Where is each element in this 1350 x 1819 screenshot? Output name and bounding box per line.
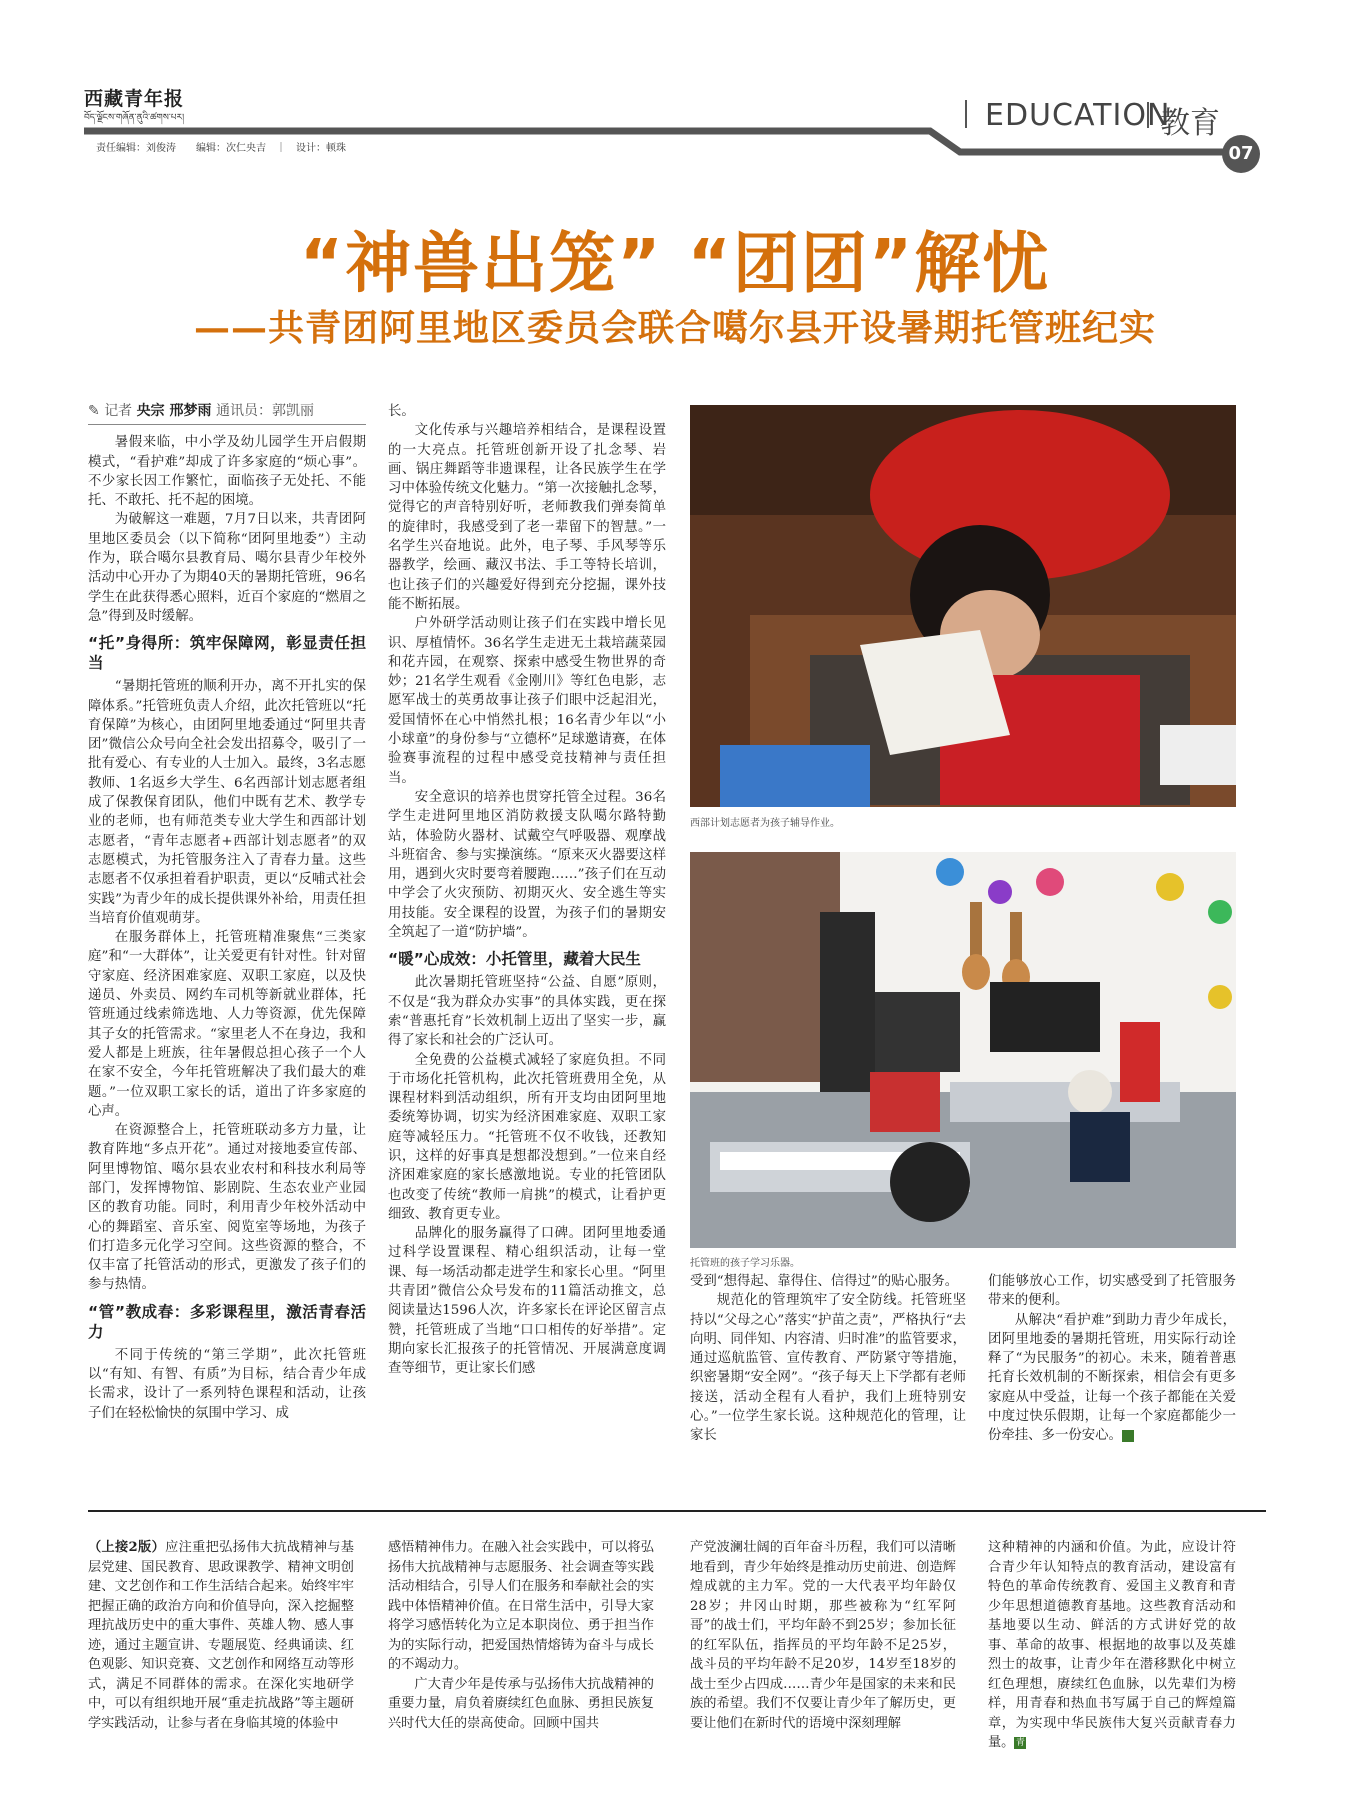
paragraph: 感悟精神伟力。在融入社会实践中，可以将弘扬伟大抗战精神与志愿服务、社会调查等实践活动相结合，引导人们在服务和奉献社会的实践中体悟精神价值。在日常生活中，引导大家将学习感悟转化为立足本职岗位、勇于担当作为的实际行动，把爱国热情熔铸为奋斗与成长的不竭动力。 (388, 1540, 654, 1672)
paragraph: 暑假来临，中小学及幼儿园学生开启假期模式，“看护难”却成了许多家庭的“烦心事”。不少家长因工作繁忙，面临孩子无处托、不能托、不敢托、托不起的困境。 (88, 435, 366, 509)
photo-instruments-illustration (690, 852, 1236, 1248)
section-heading: “托”身得所：筑牢保障网，彰显责任担当 (88, 634, 366, 673)
paragraph: 在资源整合上，托管班联动多方力量，让教育阵地“多点开花”。通过对接地委宣传部、阿里博物馆、噶尔县农业农村和科技水利局等部门，发挥博物馆、影剧院、生态农业产业园区的教育功能。同时，利用青少年校外活动中心的舞蹈室、音乐室、阅览室等场地，为孩子们打造多元化学习空间。这些资源的整合，不仅丰富了托管活动的形式，更激发了孩子们的参与热情。 (88, 1123, 366, 1293)
article-column-1 (88, 402, 366, 1423)
article-column-3 (690, 1272, 966, 1446)
paragraph-text: 从解决“看护难”到助力青少年成长，团阿里地委的暑期托管班，用实际行动诠释了“为民服务”的初心。未来，随着普惠托育长效机制的不断探索，相信会有更多家庭从中受益，让每一个孩子都能在关爱中度过快乐假期，让每一个家庭都能少一份牵挂、多一份安心。 (988, 1312, 1236, 1444)
continuation-column-2 (388, 1538, 654, 1733)
sub-headline: ——共青团阿里地区委员会联合噶尔县开设暑期托管班纪实 (193, 307, 1156, 349)
editor-credits: 责任编辑：刘俊涛 编辑：次仁央吉 ｜ 设计：顿珠 (96, 143, 346, 154)
paragraph: 长。 (388, 404, 415, 419)
paragraph (88, 1538, 354, 1733)
photo-caption: 西部计划志愿者为孩子辅导作业。 (690, 818, 840, 829)
masthead-name: 西藏青年报 (84, 88, 185, 110)
photo-caption: 托管班的孩子学习乐器。 (690, 1258, 800, 1269)
byline-correspondent: 郭凯丽 (271, 403, 314, 419)
main-headline: “神兽出笼” “团团”解忧 (299, 225, 1051, 302)
paragraph: 全免费的公益模式减轻了家庭负担。不同于市场化托管机构，此次托管班费用全免，从课程材料到活动组织，所有开支均由团阿里地委统筹协调，切实为经济困难家庭、双职工家庭等减轻压力。“托管班不仅不收钱，还教知识，这样的好事真是想都没想到。”一位来自经济困难家庭的家长感激地说。专业的托管团队也改变了传统“教师一肩挑”的模式，让看护更细致、教育更专业。 (388, 1052, 666, 1222)
end-mark-icon: 青 (1122, 1430, 1134, 1442)
continuation-column-4 (988, 1538, 1236, 1753)
paragraph: 在服务群体上，托管班精准聚焦“三类家庭”和“一大群体”，让关爱更有针对性。针对留守家庭、经济困难家庭、双职工家庭，以及快递员、外卖员、网约车司机等新就业群体，托管班通过线索筛选地、人力等资源，优先保障其子女的托管需求。“家里老人不在身边，我和爱人都是上班族，往年暑假总担心孩子一个人在家不安全，今年托管班解决了我们最大的难题。”一位双职工家长的话，道出了许多家庭的心声。 (88, 930, 366, 1119)
section-divider (88, 1510, 1266, 1512)
paragraph: 受到“想得起、靠得住、信得过”的贴心服务。 (690, 1274, 959, 1289)
article-column-4 (988, 1272, 1236, 1446)
byline-corr-label: 通讯员： (215, 403, 272, 419)
continuation-column-3 (690, 1538, 956, 1733)
page-number: 07 (1222, 135, 1260, 173)
paragraph: “暑期托管班的顺利开办，离不开扎实的保障体系。”托管班负责人介绍，此次托管班以“托育保障”为核心，由团阿里地委通过“阿里共青团”微信公众号向全社会发出招募令，吸引了一批有爱心、有专业的人士加入。最终，3名志愿教师、1名返乡大学生、6名西部计划志愿者组成了保教保育团队，他们中既有艺术、教学专业的老师，也有师范类专业大学生和西部计划志愿者，“青年志愿者+西部计划志愿者”的双志愿模式，为托管服务注入了青春力量。这些志愿者不仅承担着看护职责，更以“反哺式社会实践”为青少年的成长提供课外补给，用责任担当培育价值观萌芽。 (88, 679, 366, 926)
paragraph-text: 这种精神的内涵和价值。为此，应设计符合青少年认知特点的教育活动，建设富有特色的革命传统教育、爱国主义教育和青少年思想道德教育基地。这些教育活动和基地要以生动、鲜活的方式讲好党的故事、革命的故事、根据地的故事以及英雄烈士的故事，让青少年在潜移默化中树立红色理想，赓续红色血脉，以先辈们为榜样，用青春和热血书写属于自己的辉煌篇章，为实现中华民族伟大复兴贡献青春力量。 (988, 1540, 1236, 1750)
paragraph: 规范化的管理筑牢了安全防线。托管班坚持以“父母之心”落实“护苗之责”，严格执行“去向明、同伴知、内容清、归时准”的监管要求，通过巡航监管、宣传教育、严防紧守等措施，织密暑期“安全网”。“孩子每天上下学都有老师接送，活动全程有人看护，我们上班特别安心。”一位学生家长说。这种规范化的管理，让家长 (690, 1293, 966, 1444)
paragraph: 不同于传统的“第三学期”，此次托管班以“有知、有智、有质”为目标，结合青少年成长需求，设计了一系列特色课程和活动，让孩子们在轻松愉快的氛围中学习、成 (88, 1347, 366, 1421)
continuation-lead: （上接2版） (88, 1540, 166, 1555)
pen-icon: ✎ (88, 403, 100, 419)
photo-tutoring-illustration (690, 405, 1236, 807)
paragraph (988, 1538, 1236, 1753)
byline (88, 402, 366, 425)
paragraph (988, 1311, 1236, 1446)
continuation-column-1 (88, 1538, 354, 1733)
paragraph: 产党波澜壮阔的百年奋斗历程，我们可以清晰地看到，青少年始终是推动历史前进、创造辉煌成就的主力军。党的一大代表平均年龄仅28岁；井冈山时期，那些被称为“红军阿哥”的战士们，平均年龄不到25岁；参加长征的红军队伍，指挥员的平均年龄不足25岁，战斗员的平均年龄不足20岁，14岁至18岁的战士至少占四成……青少年是国家的未来和民族的希望。我们不仅要让青少年了解历史，更要让他们在新时代的语境中深刻理解 (690, 1540, 956, 1731)
section-heading: “暖”心成效：小托管里，藏着大民生 (388, 950, 641, 969)
paragraph: 户外研学活动则让孩子们在实践中增长见识、厚植情怀。36名学生走进无土栽培蔬菜园和花卉园，在观察、探索中感受生物世界的奇妙；21名学生观看《金刚川》等红色电影，志愿军战士的英勇故事让孩子们眼中泛起泪光，爱国情怀在心中悄然扎根；16名青少年以“小小球童”的身份参与“立德杯”足球邀请赛，在体验赛事流程的过程中感受竞技精神与责任担当。 (388, 616, 666, 786)
paragraph: 们能够放心工作，切实感受到了托管服务带来的便利。 (988, 1274, 1236, 1309)
paragraph: 品牌化的服务赢得了口碑。团阿里地委通过科学设置课程、精心组织活动，让每一堂课、每一场活动都走进学生和家长心里。“阿里共青团”微信公众号发布的11篇活动推文，总阅读量达1596人次，许多家长在评论区留言点赞，托管班成了当地“口口相传的好举措”。定期向家长汇报孩子的托管情况、开展满意度调查等细节，更让家长们感 (388, 1226, 666, 1377)
article-column-2 (388, 402, 666, 1379)
paragraph: 此次暑期托管班坚持“公益、自愿”原则，不仅是“我为群众办实事”的具体实践，更在探索“普惠托育”长效机制上迈出了坚实一步，赢得了家长和社会的广泛认可。 (388, 975, 666, 1049)
header-rule (0, 0, 1350, 180)
paragraph: 安全意识的培养也贯穿托管全过程。36名学生走进阿里地区消防救援支队噶尔路特勤站，体验防火器材、试戴空气呼吸器、观摩战斗班宿舍、参与实操演练。“原来灭火器要这样用，遇到火灾时要弯着腰跑……”孩子们在互动中学会了火灾预防、初期灭火、安全逃生等实用技能。安全课程的设置，为孩子们的暑期安全筑起了一道“防护墙”。 (388, 789, 666, 941)
photo-tutoring (690, 405, 1236, 807)
masthead-tibetan: བོད་ལྗོངས་གཞོན་ནུའི་ཚགས་པར། (84, 113, 185, 123)
paragraph: 文化传承与兴趣培养相结合，是课程设置的一大亮点。托管班创新开设了扎念琴、岩画、锅庄舞蹈等非遗课程，让各民族学生在学习中体验传统文化魅力。“第一次接触扎念琴，觉得它的声音特别好听，老师教我们弹奏简单的旋律时，我感受到了老一辈留下的智慧。”一名学生兴奋地说。此外，电子琴、手风琴等乐器教学，绘画、藏汉书法、手工等特长培训，也让孩子们的兴趣爱好得到充分挖掘，课外技能不断拓展。 (388, 423, 666, 612)
paragraph: 为破解这一难题，7月7日以来，共青团阿里地区委员会（以下简称“团阿里地委”）主动作为，联合噶尔县教育局、噶尔县青少年校外活动中心开办了为期40天的暑期托管班，96名学生在此获得悉心照料，近百个家庭的“燃眉之急”得到及时缓解。 (88, 512, 366, 624)
section-label-zh: 教育 (1160, 106, 1220, 141)
photo-instruments (690, 852, 1236, 1248)
byline-label: 记者 (104, 403, 133, 419)
section-heading: “管”教成春：多彩课程里，激活青春活力 (88, 1302, 366, 1341)
byline-names: 央宗 邢梦雨 (136, 403, 212, 419)
paragraph: 广大青少年是传承与弘扬伟大抗战精神的重要力量，肩负着赓续红色血脉、勇担民族复兴时代大任的崇高使命。回顾中国共 (388, 1676, 654, 1731)
section-label-en: EDUCATION (985, 98, 1171, 133)
end-mark-icon: 青 (1015, 1737, 1025, 1748)
paragraph-text: 应注重把弘扬伟大抗战精神与基层党建、国民教育、思政课教学、精神文明创建、文艺创作和工作生活结合起来。始终牢牢把握正确的政治方向和价值导向，深入挖掘整理抗战历史中的重大事件、英雄人物、感人事迹，通过主题宣讲、专题展览、经典诵读、红色观影、知识竞赛、文艺创作和网络互动等形式，满足不同群体的需求。在深化实地研学中，可以有组织地开展“重走抗战路”等主题研学实践活动，让参与者在身临其境的体验中 (88, 1540, 354, 1731)
